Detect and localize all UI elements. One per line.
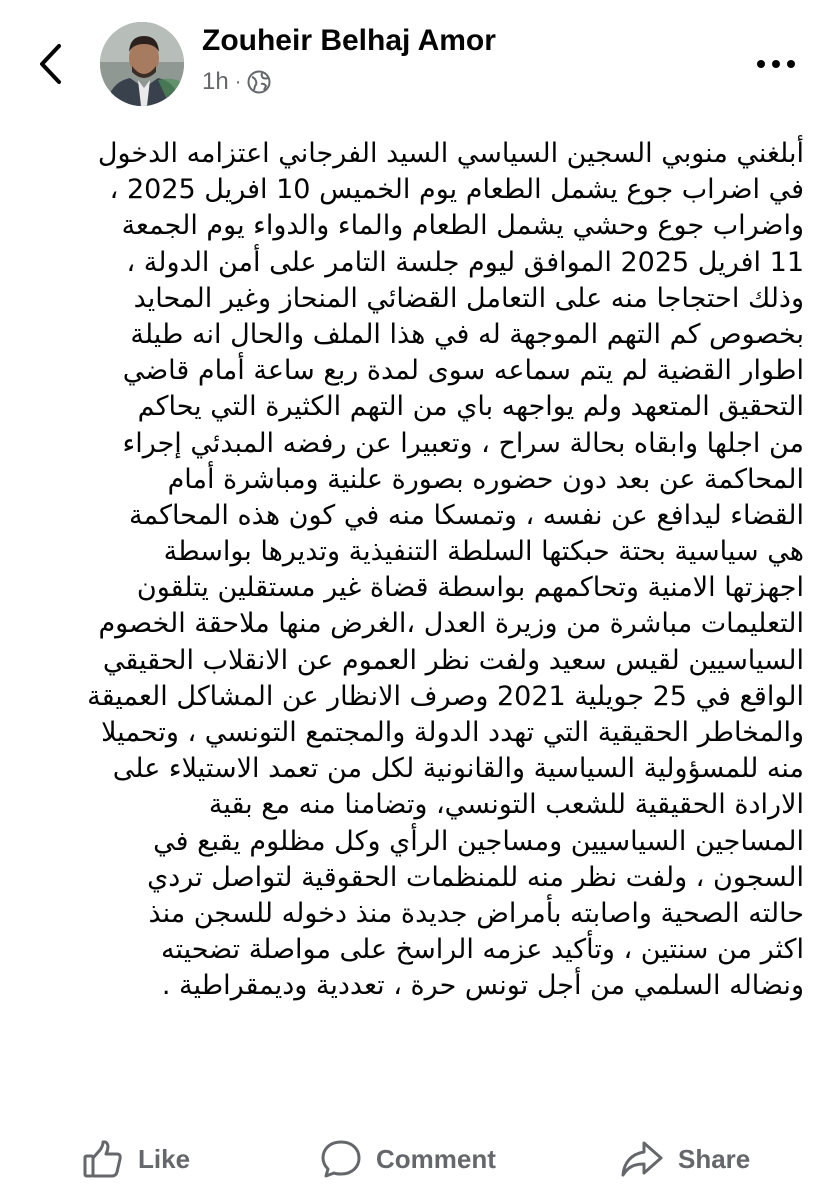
post-text-line: التحقيق المتعهد ولم يواجهه باي من التهم الكثيرة التي يحاكم	[137, 391, 804, 423]
back-button[interactable]	[28, 38, 72, 90]
post-text-line: حالته الصحية واصابته بأمراض جديدة منذ دخوله للسجن منذ	[148, 897, 804, 929]
post-text-line: والمخاطر الحقيقية التي تهدد الدولة والمجتمع التونسي ، وتحميلا	[101, 717, 804, 748]
more-options-icon	[756, 59, 796, 69]
post-text-line: واضراب جوع وحشي يشمل الطعام والماء والدواء يوم الجمعة	[121, 210, 804, 242]
post-text-line: وذلك احتجاجا منه على التعامل القضائي المنحاز وغير المحايد	[133, 282, 804, 314]
post-text-line: المحاكمة عن بعد دون حضوره بصورة علنية ومباشرة أمام	[167, 463, 804, 495]
like-button[interactable]	[82, 1136, 190, 1182]
post-text-line: ونضاله السلمي من أجل تونس حرة ، تعددية وديمقراطية .	[161, 970, 804, 1002]
post-text-line: السياسيين لقيس سعيد ولفت نظر العموم عن الانقلاب الحقيقي	[102, 644, 804, 676]
post-text	[36, 136, 804, 1005]
author-avatar[interactable]	[100, 22, 184, 106]
post-text-line: من اجلها وابقاه بحالة سراح ، وتعبيرا عن رفضه المبدئي إجراء	[122, 427, 804, 459]
post-meta	[202, 68, 271, 96]
thumbs-up-icon	[82, 1139, 124, 1179]
post-text-line: الواقع في 25 جويلية 2021 وصرف الانظار عن المشاكل العميقة	[87, 680, 804, 712]
avatar-photo	[100, 22, 184, 106]
post-text-line: القضاء ليدافع عن نفسه ، وتمسكا منه في كون هذه المحاكمة	[129, 499, 804, 531]
post-time[interactable]: 1h	[202, 68, 229, 95]
comment-label: Comment	[376, 1143, 496, 1174]
meta-separator: ·	[234, 70, 242, 93]
post-text-line: في اضراب جوع يشمل الطعام يوم الخميس 10 افريل 2025 ،	[109, 174, 804, 206]
share-button[interactable]	[620, 1136, 750, 1182]
post-text-line: أبلغني منوبي السجين السياسي السيد الفرجاني اعتزامه الدخول	[97, 138, 804, 169]
post-text-line: الارادة الحقيقية للشعب التونسي، وتضامنا منه مع بقية	[208, 789, 804, 821]
chevron-left-icon	[37, 43, 63, 85]
share-arrow-icon	[620, 1139, 664, 1179]
comment-button[interactable]	[320, 1136, 496, 1182]
post-text-line: التعليمات مباشرة من وزيرة العدل ،الغرض منها ملاحقة الخصوم	[98, 608, 804, 640]
more-options-button[interactable]	[746, 44, 806, 84]
post-text-line: السجون ، ولفت نظر منه للمنظمات الحقوقية لتواصل تردي	[147, 861, 804, 893]
share-label: Share	[678, 1143, 751, 1174]
post-text-line: اجهزتها الامنية وتحاكمهم بواسطة قضاة غير مستقلين يتلقون	[136, 572, 804, 604]
post-text-line: منه للمسؤولية السياسية والقانونية لكل من تعمد الاستيلاء على	[112, 753, 804, 785]
post-text-line: اطوار القضية لم يتم سماعه سوى لمدة ربع ساعة أمام قاضي	[122, 355, 804, 387]
globe-icon[interactable]	[247, 70, 271, 94]
post-text-line: المساجين السياسيين ومساجين الرأي وكل مظلوم يقبع في	[153, 825, 804, 857]
post-text-line: 11 افريل 2025 الموافق ليوم جلسة التامر على أمن الدولة ،	[126, 246, 804, 278]
post-actions-bar	[0, 1120, 823, 1200]
author-name[interactable]: Zouheir Belhaj Amor	[202, 24, 496, 57]
post-header	[0, 0, 823, 120]
comment-bubble-icon	[320, 1139, 362, 1179]
like-label: Like	[138, 1143, 191, 1174]
post-text-line: هي سياسية بحتة حبكتها السلطة التنفيذية وتديرها بواسطة	[163, 536, 804, 568]
post-text-line: اكثر من سنتين ، وتأكيد عزمه الراسخ على مواصلة تضحيته	[160, 934, 804, 966]
post-text-line: بخصوص كم التهم الموجهة له في هذا الملف والحال انه طيلة	[130, 318, 804, 350]
